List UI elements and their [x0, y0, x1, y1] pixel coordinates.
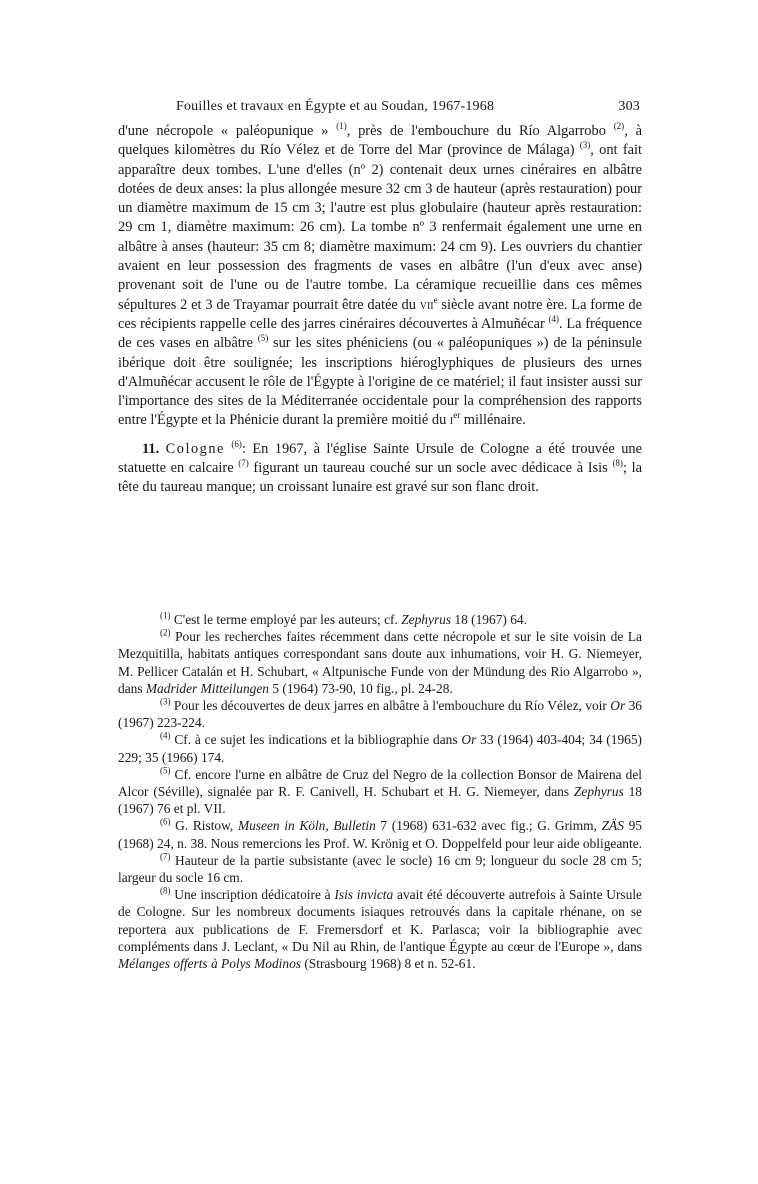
footnote-6: $^{(6)}$ G. Ristow, Museen in Köln, Bulletin 7 (1968) 631-632 avec fig.; G. Grimm, ZÄS 95 (1968) 24, n. 38. Nous remercions les Prof. W. Krönig et O. Doppelfeld pour leur aide obligeante.: [118, 816, 642, 851]
paragraph-cologne: 11. Cologne $^{(6)}$: En 1967, à l'église Sainte Ursule de Cologne a été trouvée une statuette en calcaire $^{(7)}$ figurant un taureau couché sur un socle avec dédicace à Isis $^{(8)}$; la tête du taureau manque; un croissant lunaire est gravé sur son flanc droit.: [118, 438, 642, 496]
footnote-4: $^{(4)}$ Cf. à ce sujet les indications et la bibliographie dans Or 33 (1964) 403-404; 34 (1965) 229; 35 (1966) 174.: [118, 730, 642, 765]
footnote-3: $^{(3)}$ Pour les découvertes de deux jarres en albâtre à l'embouchure du Río Vélez, voir Or 36 (1967) 223-224.: [118, 696, 642, 731]
page-header: [118, 99, 642, 119]
footnote-7: $^{(7)}$ Hauteur de la partie subsistante (avec le socle) 16 cm 9; longueur du socle 28 cm 5; largeur du socle 16 cm.: [118, 851, 642, 886]
running-title: Fouilles et travaux en Égypte et au Soudan, 1967-1968: [176, 99, 495, 114]
footnote-5: $^{(5)}$ Cf. encore l'urne en albâtre de Cruz del Negro de la collection Bonsor de Mairena del Alcor (Séville), signalée par R. F. Canivell, H. Schubart et H. G. Niemeyer, dans Zephyrus 18 (1967) 76 et pl. VII.: [118, 765, 642, 817]
footnote-2: $^{(2)}$ Pour les recherches faites récemment dans cette nécropole et sur le site voisin de La Mezquitilla, habitats antiques correspondant sans doute aux inhumations, voir H. G. Niemeyer, M. Pellicer Catalán et H. Schubart, « Altpunische Funde von der Mündung des Rio Algarrobo », dans Madrider Mitteilungen 5 (1964) 73-90, 10 fig., pl. 24-28.: [118, 627, 642, 696]
footnote-1: $^{(1)}$ C'est le terme employé par les auteurs; cf. Zephyrus 18 (1967) 64.: [160, 610, 527, 627]
page-number: 303: [618, 99, 640, 114]
main-text: [118, 122, 642, 498]
paragraph-almunecar: d'une nécropole « paléopunique » $^{(1)}$, près de l'embouchure du Río Algarrobo $^{(2)}$, à quelques kilomètres du Río Vélez et de Torre del Mar (province de Málaga) $^{(3)}$, ont fait apparaître deux tombes. L'une d'elles (nº 2) contenait deux urnes cinéraires en albâtre dotées de deux anses: la plus allongée mesure 32 cm 3 de hauteur (après restauration) pour un diamètre maximum de 15 cm 3; l'autre est plus globulaire (hauteur après restauration: 29 cm 1, diamètre maximum: 26 cm). La tombe nº 3 renfermait également une urne en albâtre à anses (hauteur: 35 cm 8; diamètre maximum: 24 cm 9). Les ouvriers du chantier avaient en leur possession des fragments de vases en albâtre (l'un d'eux avec anse) provenant soit de l'une ou de l'autre tombe. La céramique recueillie dans ces mêmes sépultures 2 et 3 de Trayamar pourrait être datée du vii$^e$ siècle avant notre ère. La forme de ces récipients rappelle celle des jarres cinéraires découvertes à Almuñécar $^{(4)}$. La fréquence de ces vases en albâtre $^{(5)}$ sur les sites phéniciens (ou « paléopuniques ») de la péninsule ibérique doit être soulignée; les inscriptions hiéroglyphiques de plusieurs des urnes d'Almuñécar accusent le rôle de l'Égypte à l'origine de ce matériel; il faut insister aussi sur l'importance des sites de la Méditerranée occidentale pour la compréhension des rapports entre l'Égypte et la Phénicie durant la première moitié du $i^{er}$ millénaire.: [118, 121, 643, 429]
footnote-ref: (3): [579, 140, 591, 151]
footnote-ref: (7): [238, 458, 249, 469]
section-place: Cologne: [165, 440, 225, 457]
footnote-ref: (8): [612, 458, 623, 469]
footnotes: [118, 611, 642, 972]
footnote-ref: (1): [336, 121, 347, 132]
footnote-ref: (2): [613, 121, 625, 132]
footnote-ref: (5): [257, 333, 269, 344]
footnote-ref: (4): [548, 314, 560, 325]
section-number: 11.: [142, 440, 160, 457]
footnote-8: $^{(8)}$ Une inscription dédicatoire à Isis invicta avait été découverte autrefois à Sainte Ursule de Cologne. Sur les nombreux documents isiaques retrouvés dans la capitale rhénane, on se reportera aux publications de F. Fremersdorf et K. Parlasca; voir la bibliographie avec compléments dans J. Leclant, « Du Nil au Rhin, de l'antique Égypte au cœur de l'Europe », dans Mélanges offerts à Polys Modinos (Strasbourg 1968) 8 et n. 52-61.: [118, 885, 643, 972]
footnote-ref: (6): [231, 438, 242, 449]
